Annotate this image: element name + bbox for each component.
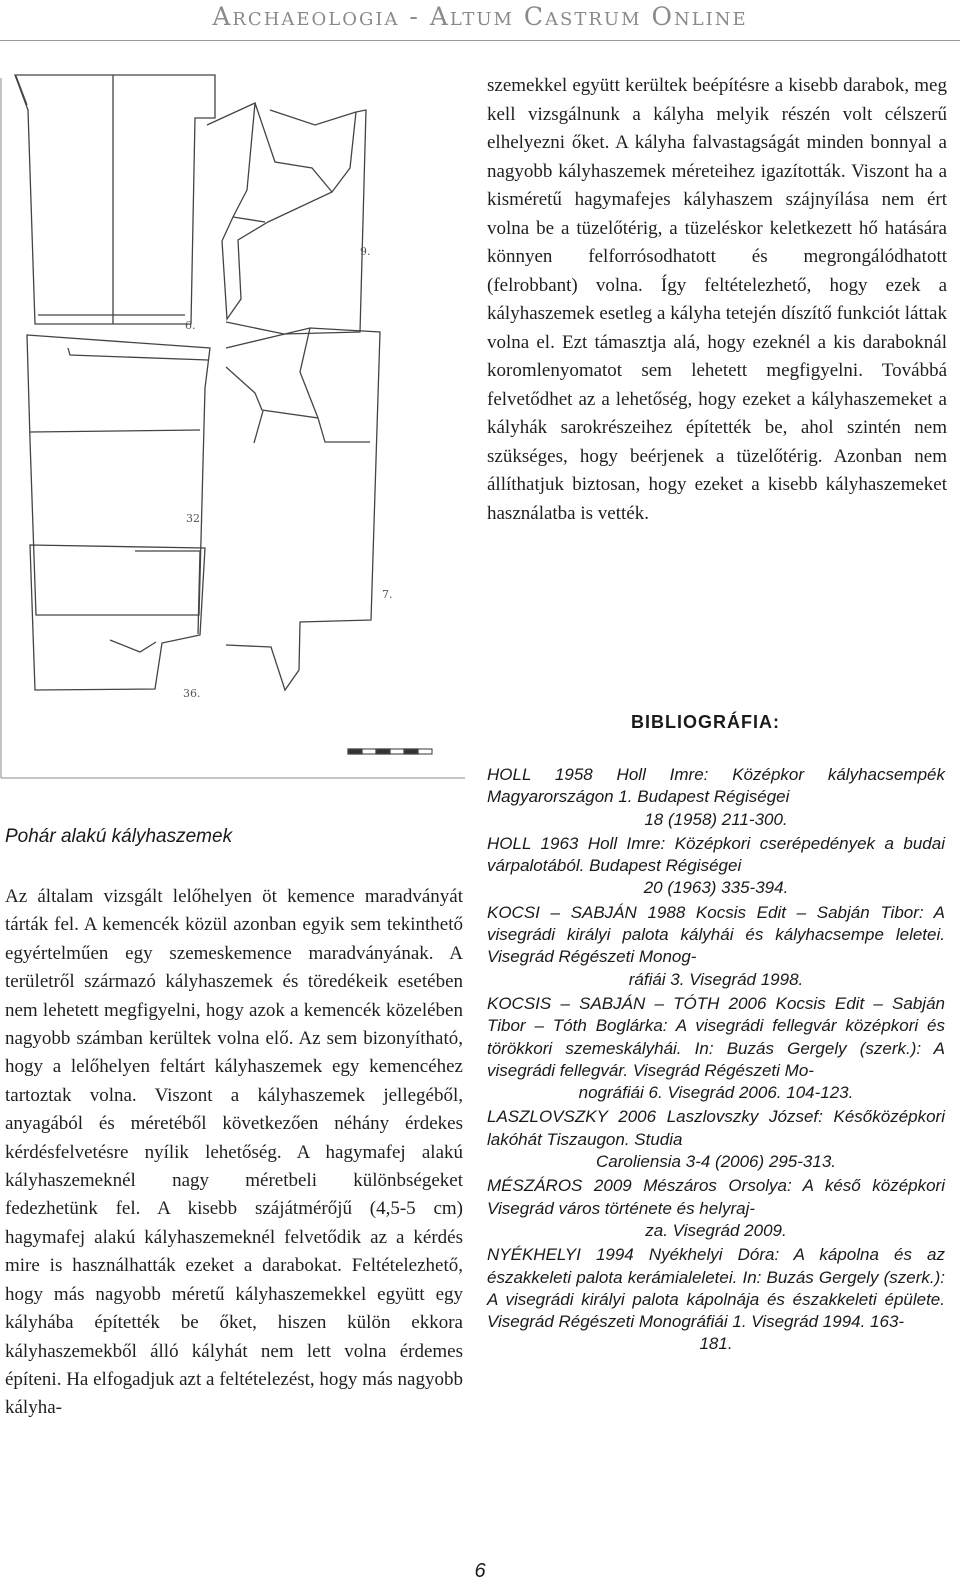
bibliography-entry-text: HOLL 1963 Holl Imre: Középkori cserépedények a budai várpalotából. Budapest Régiségei	[487, 833, 945, 876]
bibliography-entry-tail: Caroliensia 3-4 (2006) 295-313.	[595, 1152, 837, 1172]
bibliography-entry-tail: ráfiái 3. Visegrád 1998.	[628, 969, 804, 989]
fragment-label-32: 32.	[186, 512, 204, 525]
bibliography-entry-text: KOCSI – SABJÁN 1988 Kocsis Edit – Sabján Tibor: A visegrádi királyi palota kályhái és kályhacsempe leletei. Visegrád Régészeti Monog-	[487, 902, 945, 967]
header-divider	[0, 40, 960, 41]
fragment-label-6: 6.	[185, 319, 196, 332]
page-number: 6	[474, 1560, 486, 1582]
figure-caption: Pohár alakú kályhaszemek	[5, 826, 233, 847]
bibliography-entry-tail: 181.	[699, 1334, 733, 1354]
body-paragraph-left: Az általam vizsgált lelőhelyen öt kemence maradványát tárták fel. A kemencék közül azonban egyik sem tekinthető egyértelműen egy szemeskemence maradványának. A területről származó kályhaszemek és töredékeik esetében nem lehetett megfigyelni, hogy azok a kemencék közelében nagyobb számban kerültek volna elő. Az sem bizonyítható, hogy a lelőhelyen feltárt kályhaszemek egy kemencéhez tartoztak volna. Viszont a kályhaszemek jellegéből, anyagából és méretéből következően néhány érdekes kérdésfelvetésre nyílik lehetőség. A hagymafej alakú kályhaszemeknél nagy méretbeli különbségeket fedezhetünk fel. A kisebb szájátmérőjű (4,5-5 cm) hagymafej alakú kályhaszemeknél felvetődik az a kérdés mire is használhatták ezeket a darabokat. Feltételezhető, hogy más nagyobb méretű kályhaszemekkel együtt egy kályhába építették be őket, hiszen külön ekkora kályhaszemekből álló kályhát nem lett volna érdemes építeni. Ha elfogadjuk azt a feltételezést, hogy más nagyobb kályha-	[5, 886, 463, 1419]
bibliography-entry	[487, 1175, 945, 1242]
bibliography-entry	[487, 1244, 945, 1355]
body-paragraph-right: szemekkel együtt kerültek beépítésre a kisebb darabok, meg kell vizsgálnunk a kályha melyik részén volt célszerű elhelyezni őket. A kályha falvastagságát minden bonnyal a nagyobb kályhaszemek méreteihez igazították. Viszont ha a kisméretű hagymafejes kályhaszem szájnyílása nem ért volna be a tüzelőtérig, a tüzeléskor keletkezett hő hatására könnyen felforrósodhatott és megrongálódhatott (felrobbant) volna. Így feltételezhető, hogy ezek a kályhaszemek esetleg a kályha tetején díszítő funkciót láttak volna el. Ezt támasztja alá, hogy ezeknél a kis daraboknál koromlenyomatot sem lehetett megfigyelni. Továbbá felvetődhet az a lehetőség, hogy ezeket a kályhaszemeket a kályhák sarokrészeihez építették be, ahol szintén nem szükséges, hogy beérjenek a tüzelőtérig. Azonban nem állíthatjuk biztosan, hogy ezeket a kisebb kályhaszemeket használatba is vették.	[487, 75, 947, 524]
bibliography-entry-text: MÉSZÁROS 2009 Mészáros Orsolya: A késő középkori Visegrád város története és helyraj-	[487, 1176, 945, 1218]
bibliography-entry-text: LASZLOVSZKY 2006 Laszlovszky József: Későközépkori lakóhát Tiszaugon. Studia	[487, 1107, 945, 1149]
bibliography-entry-tail: nográfiái 6. Visegrád 2006. 104-123.	[578, 1083, 854, 1103]
fragment-label-9: 9.	[360, 245, 371, 258]
bibliography-entry	[487, 993, 945, 1104]
bibliography-entry	[487, 1106, 945, 1173]
running-header	[0, 0, 960, 42]
stove-tile-illustration	[0, 70, 470, 785]
bibliography-entry-tail: za. Visegrád 2009.	[645, 1220, 787, 1240]
bibliography-entry-text: HOLL 1958 Holl Imre: Középkor kályhacsempék Magyarországon 1. Budapest Régiségei	[487, 765, 945, 807]
bibliography-entry-tail: 18 (1958) 211-300.	[644, 809, 788, 829]
bibliography-entry	[487, 764, 945, 831]
bibliography-heading: BIBLIOGRÁFIA:	[631, 712, 780, 732]
fragment-label-7: 7.	[382, 588, 393, 601]
bibliography-entry	[487, 833, 945, 900]
bibliography-entry	[487, 902, 945, 991]
fragment-label-36: 36.	[183, 687, 201, 700]
bibliography-entry-text: NYÉKHELYI 1994 Nyékhelyi Dóra: A kápolna és az északkeleti palota kerámialeletei. In: Buzás Gergely (szerk.): A visegrádi királyi palota kápolnája és északkeleti épülete. Visegrád Régészeti Monográfiái 1. Visegrád 1994. 163-	[487, 1245, 945, 1332]
bibliography-entry-text: KOCSIS – SABJÁN – TÓTH 2006 Kocsis Edit – Sabján Tibor – Tóth Boglárka: A visegrádi fellegvár középkori és törökkori szemeskályhái. In: Buzás Gergely (szerk.): A visegrádi fellegvár. Visegrád Régészeti Mo-	[487, 993, 945, 1080]
stove-tile-drawing	[0, 70, 470, 785]
bibliography-entry-tail: 20 (1963) 335-394.	[643, 878, 789, 898]
journal-title: Archaeologia - Altum Castrum Online	[212, 2, 748, 31]
bibliography-list	[487, 764, 945, 1358]
